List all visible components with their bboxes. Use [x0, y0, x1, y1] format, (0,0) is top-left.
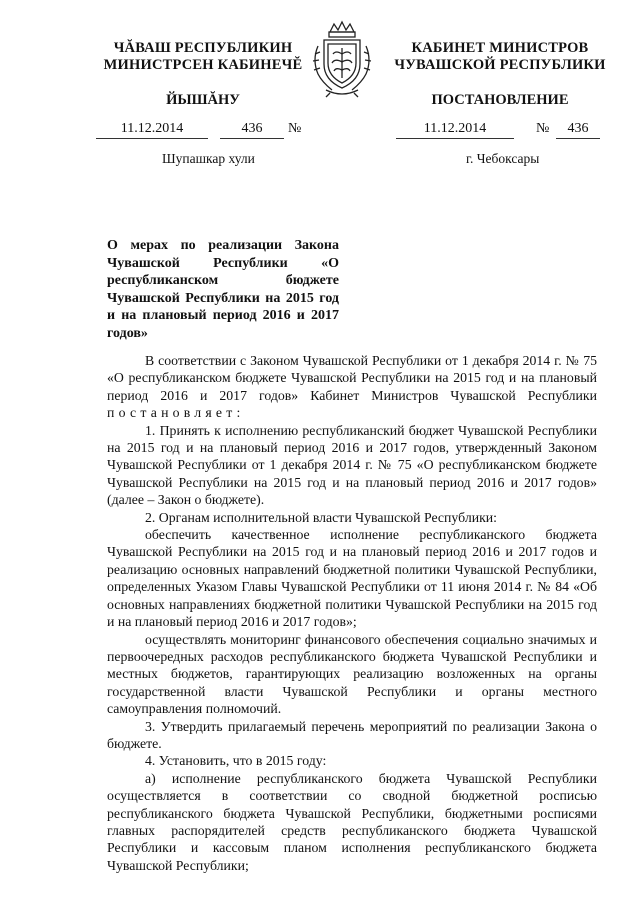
issuer-chuvash	[96, 40, 310, 74]
paragraph-1: 1. Принять к исполнению республиканский бюджет Чувашской Республики на 2015 год и на плановый период 2016 и 2017 годов, утвержденный Законом Чувашской Республики от 1 декабря 2014 г. № 75 «О республиканском бюджете Чувашской Республики на 2015 год и на плановый период 2016 и 2017 годов» (далее – Закон о бюджете).	[107, 422, 597, 508]
document-title: О мерах по реализации Закона Чувашской Республики «О республиканском бюджете Чувашской Республики на 2015 год и на плановый период 2016 и 2017 годов»	[107, 238, 339, 341]
issuer-chuvash-line1: ЧĂВАШ РЕСПУБЛИКИН	[113, 40, 293, 56]
number-field-chuvash: 436	[220, 121, 284, 139]
issuer-chuvash-line2: МИНИСТРСЕН КАБИНЕЧĔ	[103, 57, 303, 73]
issuer-russian	[386, 40, 614, 74]
number-sign-chuvash: №	[288, 121, 302, 136]
number-sign-russian: №	[536, 121, 550, 136]
issuer-russian-line2: ЧУВАШСКОЙ РЕСПУБЛИКИ	[394, 57, 606, 73]
paragraph-4: 4. Установить, что в 2015 году:	[145, 753, 327, 769]
paragraph-2-item-2: осуществлять мониторинг финансового обеспечения социально значимых и первоочередных расходов республиканского бюджета Чувашской Республики и местных бюджетов, гарантирующих реализацию возложенных на органы государственной власти Чувашской Республики и органы местного самоуправления полномочий.	[107, 631, 597, 717]
paragraph-2-item-1: обеспечить качественное исполнение республиканского бюджета Чувашской Республики на 2015 год и на плановый период 2016 и 2017 годов и реализацию основных направлений бюджетной политики Чувашской Республики, определенных Указом Главы Чувашской Республики от 11 июня 2014 г. № 84 «Об основных направлениях бюджетной политики Чувашской Республики на 2015 год и на плановый период 2016 и 2017 годов»;	[107, 527, 597, 630]
date-field-chuvash: 11.12.2014	[96, 121, 208, 139]
number-field-russian: 436	[556, 121, 600, 139]
coat-of-arms-icon	[308, 18, 376, 100]
doctype-chuvash: ЙЫШĂНУ	[166, 92, 240, 108]
issuer-russian-line1: КАБИНЕТ МИНИСТРОВ	[411, 40, 589, 56]
dateline-russian	[396, 121, 602, 139]
paragraph-3: 3. Утвердить прилагаемый перечень мероприятий по реализации Закона о бюджете.	[107, 718, 597, 751]
city-russian: г. Чебоксары	[466, 151, 540, 166]
dateline-chuvash	[96, 121, 322, 139]
preamble-text: В соответствии с Законом Чувашской Республики от 1 декабря 2014 г. № 75 «О республиканском бюджете Чувашской Республики на 2015 год и на плановый период 2016 и 2017 годов» Кабинет Министров Чувашской Республики	[107, 353, 597, 403]
paragraph-preamble	[107, 352, 597, 422]
paragraph-2: 2. Органам исполнительной власти Чувашской Республики:	[145, 509, 498, 525]
date-field-russian: 11.12.2014	[396, 121, 514, 139]
resolves-word: постановляет:	[107, 405, 245, 421]
document-body	[107, 352, 597, 874]
paragraph-4-item-a: а) исполнение республиканского бюджета Чувашской Республики осуществляется в соответствии со сводной бюджетной росписью республиканского бюджета Чувашской Республики, бюджетными росписями главных распорядителей средств республиканского бюджета Чувашской Республики и кассовым планом исполнения республиканского бюджета Чувашской Республики;	[107, 770, 597, 873]
city-chuvash: Шупашкар хули	[162, 151, 255, 166]
doctype-russian: ПОСТАНОВЛЕНИЕ	[431, 92, 569, 108]
